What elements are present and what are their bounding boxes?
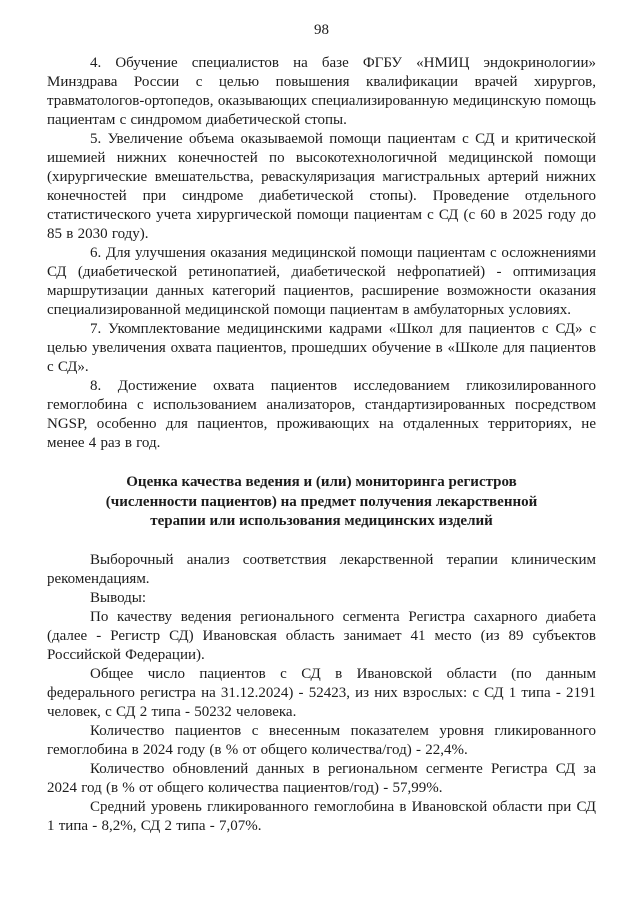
- conclusion-average-hba1c: Средний уровень гликированного гемоглобина в Ивановской области при СД 1 типа - 8,2%, СД 2 типа - 7,07%.: [47, 798, 596, 834]
- numbered-paragraph-4: 4. Обучение специалистов на базе ФГБУ «НМИЦ эндокринологии» Минздрава России с целью повышения квалификации врачей хирургов, травматологов-ортопедов, оказывающих специализированную медицинскую помощь пациентам с синдромом диабетической стопы.: [47, 55, 596, 128]
- document-body: [47, 54, 596, 836]
- conclusion-register-rank: По качеству ведения регионального сегмента Регистра сахарного диабета (далее - Регистр СД) Ивановская область занимает 41 место (из 89 субъектов Российской Федерации).: [47, 608, 596, 663]
- conclusions-label: Выводы:: [90, 589, 147, 606]
- conclusion-data-updates: Количество обновлений данных в региональном сегменте Регистра СД за 2024 год (в % от общего количества пациентов/год) - 57,99%.: [47, 760, 596, 796]
- section-heading-line: терапии или использования медицинских изделий: [150, 513, 493, 529]
- conclusion-patient-count: Общее число пациентов с СД в Ивановской области (по данным федерального регистра на 31.12.2024) - 52423, из них взрослых: с СД 1 типа - 2191 человек, с СД 2 типа - 50232 человека.: [47, 665, 596, 720]
- conclusion-hba1c-entered: Количество пациентов с внесенным показателем уровня гликированного гемоглобина в 2024 году (в % от общего количества/год) - 22,4%.: [47, 722, 596, 758]
- analysis-paragraph: Выборочный анализ соответствия лекарственной терапии клиническим рекомендациям.: [47, 551, 596, 587]
- numbered-paragraph-6: 6. Для улучшения оказания медицинской помощи пациентам с осложнениями СД (диабетической ретинопатией, диабетической нефропатией) - оптимизация маршрутизации данных категорий пациентов, расширение возможности оказания специализированной медицинской помощи пациентам в амбулаторных условиях.: [47, 245, 596, 318]
- section-heading-line: (численности пациентов) на предмет получения лекарственной: [105, 493, 538, 510]
- section-heading-line: Оценка качества ведения и (или) мониторинга регистров: [126, 474, 517, 490]
- numbered-paragraph-5: 5. Увеличение объема оказываемой помощи пациентам с СД и критической ишемией нижних конечностей по высокотехнологичной медицинской помощи (хирургические вмешательства, реваскуляризация магистральных артерий нижних конечностей при синдроме диабетической стопы). Проведение отдельного статистического учета хирургической помощи пациентам с СД (с 60 в 2025 году до 85 в 2030 году).: [47, 131, 596, 242]
- numbered-paragraph-8: 8. Достижение охвата пациентов исследованием гликозилированного гемоглобина с использованием анализаторов, стандартизированных посредством NGSP, особенно для пациентов, проживающих на отдаленных территориях, не менее 4 раз в год.: [47, 378, 596, 451]
- section-heading: [47, 473, 596, 532]
- numbered-paragraph-7: 7. Укомплектование медицинскими кадрами «Школ для пациентов с СД» с целью увеличения охвата пациентов, прошедших обучение в «Школе для пациентов с СД».: [47, 321, 596, 375]
- page-number: 98: [314, 22, 329, 38]
